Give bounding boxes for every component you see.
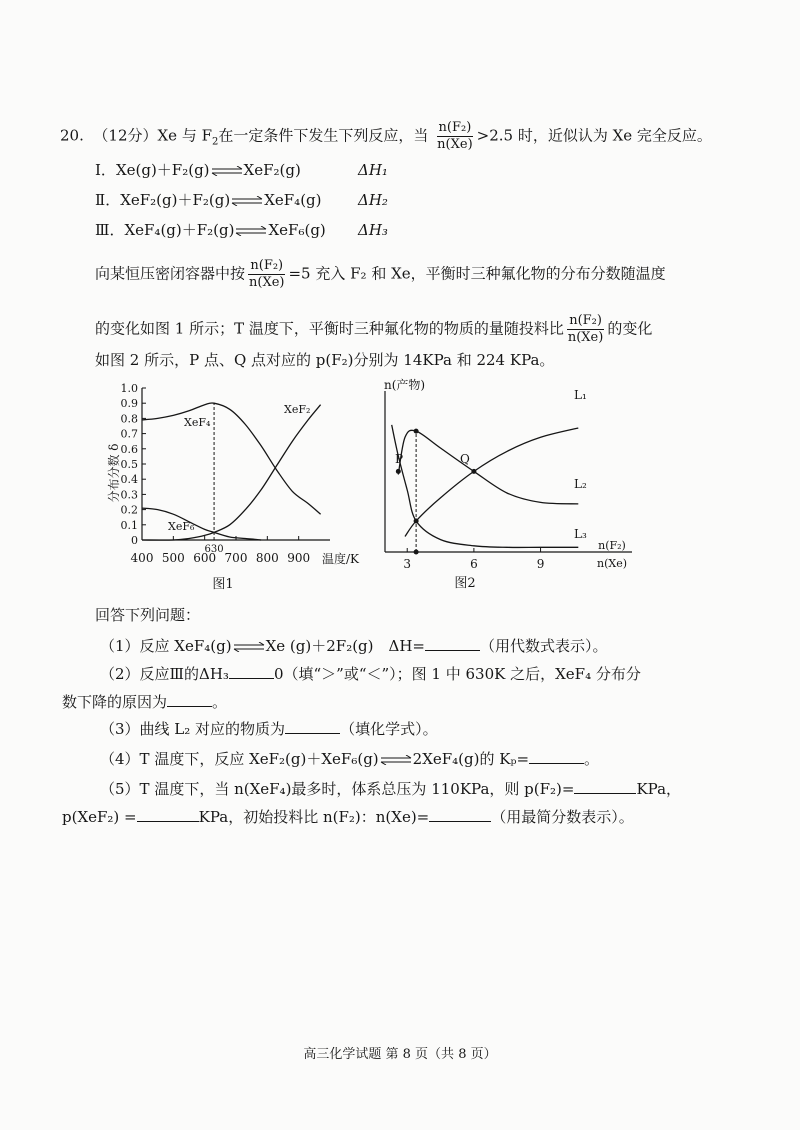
fig2-label-l3: L₃: [574, 527, 587, 541]
question-5-cont: p(XeF₂) = KPa，初始投料比 n(F₂)：n(Xe)= （用最简分数表示）。: [62, 808, 634, 826]
fig1-x-tick-label: 600: [193, 551, 217, 565]
description-line-2: 的变化如图 1 所示；T 温度下，平衡时三种氟化物的物质的量随投料比 $\frac{\text{n(F₂)}}{n(Xe)}$ 的变化: [95, 313, 653, 345]
fig1-y-tick-label: 0.3: [120, 488, 138, 502]
fig2-point-q-label: Q: [460, 452, 470, 466]
fig1-title: 图1: [212, 577, 234, 592]
reaction-3: Ⅲ．XeF₄(g)＋F₂(g) XeF₆(g) ΔH₃: [95, 221, 388, 239]
page-footer: 高三化学试题 第 8 页（共 8 页）: [303, 1047, 497, 1062]
answer-prompt: 回答下列问题：: [95, 606, 201, 624]
description-line-3: 如图 2 所示，P 点、Q 点对应的 p(F₂)分别为 14KPa 和 224 KPa。: [95, 351, 555, 369]
answer-blank-3[interactable]: [285, 733, 340, 734]
fig1-y-tick-label: 0.4: [120, 473, 138, 487]
answer-blank-4[interactable]: [529, 763, 584, 764]
equilibrium-arrow-icon: [233, 642, 265, 652]
fig2-label-l1: L₁: [574, 388, 587, 402]
question-5: （5）T 温度下，当 n(XeF₄)最多时，体系总压为 110KPa，则 p(F₂)= KPa，: [100, 780, 682, 798]
ratio-fraction: $\frac{\text{n(F₂)}}{n(Xe)}$: [249, 258, 285, 290]
figure-1-chart: [100, 378, 360, 593]
fig2-axis-point: [414, 550, 419, 555]
equilibrium-arrow-icon: [235, 226, 267, 236]
question-score: （12分）: [93, 126, 158, 145]
intro-text-c: >2.5 时，近似认为 Xe 完全反应。: [476, 126, 712, 145]
answer-blank-5b[interactable]: [137, 821, 199, 822]
answer-blank-5c[interactable]: [429, 821, 491, 822]
fig1-y-tick-label: 0.1: [120, 518, 138, 532]
reaction-2: Ⅱ．XeF₂(g)＋F₂(g) XeF₄(g) ΔH₂: [95, 191, 388, 209]
fig1-x-tick-label: 500: [161, 551, 185, 565]
fig1-y-tick-label: 0.5: [120, 458, 138, 471]
question-4: （4）T 温度下，反应 XeF₂(g)＋XeF₆(g) 2XeF₄(g)的 Kₚ= 。: [100, 750, 600, 768]
question-header: 20. （12分）Xe 与 $F_2$在一定条件下发生下列反应，当 $\frac{\text{n(F₂)}}{n(Xe)}$ >2.5 时，近似认为 Xe 完全反应。: [60, 120, 712, 152]
fig1-xlabel: 温度/K: [322, 552, 360, 566]
fig1-y-tick-label: 0.7: [120, 427, 138, 441]
fig2-x-tick-label: 3: [403, 557, 412, 571]
fig2-x-tick-label: 6: [470, 557, 478, 571]
fig2-curve-l2: [398, 430, 578, 504]
fig1-label-xef2: XeF₂: [284, 403, 311, 416]
fig2-cross-point: [414, 519, 419, 524]
question-3: （3）曲线 L₂ 对应的物质为 （填化学式）。: [100, 720, 438, 738]
fig2-ylabel: n(产物): [384, 378, 426, 392]
fig2-xlabel-num: n(F₂): [598, 539, 626, 552]
question-2-cont: 数下降的原因为 。: [62, 693, 228, 711]
fig2-point-p-label: P: [395, 452, 404, 466]
fig1-x-tick-label: 800: [255, 551, 279, 565]
answer-blank-1[interactable]: [425, 650, 480, 651]
fig1-y-tick-label: 0: [131, 534, 138, 547]
answer-blank-2a[interactable]: [229, 678, 274, 679]
fig1-curve-xef4: [142, 403, 321, 514]
question-1: （1）反应 XeF₄(g) Xe (g)＋2F₂(g) ΔH= （用代数式表示）。: [100, 637, 608, 655]
fig1-y-tick-label: 0.6: [120, 442, 138, 456]
equilibrium-arrow-icon: [231, 196, 263, 206]
fig2-point-p: [396, 469, 401, 474]
figure-2-chart: [370, 375, 640, 600]
fig1-label-xef4: XeF₄: [184, 416, 211, 429]
ratio-fraction: $\frac{\text{n(F₂)}}{n(Xe)}$: [437, 120, 473, 152]
question-number: 20.: [60, 126, 84, 145]
reaction-1: Ⅰ．Xe(g)＋F₂(g) XeF₂(g) ΔH₁: [95, 161, 388, 179]
fig2-title: 图2: [454, 576, 476, 591]
question-2: （2）反应Ⅲ的ΔH₃ 0（填“＞”或“＜”）；图 1 中 630K 之后，XeF₄ 分布分: [100, 665, 641, 683]
equilibrium-arrow-icon: [211, 166, 243, 176]
fig2-xlabel-den: n(Xe): [596, 557, 628, 570]
fig2-curve-l1: [405, 428, 578, 537]
intro-text-a: Xe 与 F: [157, 126, 212, 145]
fig1-x-tick-label: 400: [130, 551, 154, 565]
fig2-x-tick-label: 9: [536, 557, 545, 571]
equilibrium-arrow-icon: [380, 755, 412, 765]
fig1-y-tick-label: 0.8: [120, 412, 138, 426]
ratio-fraction: $\frac{\text{n(F₂)}}{n(Xe)}$: [567, 313, 604, 345]
fig1-y-tick-label: 0.2: [120, 503, 138, 517]
answer-blank-2b[interactable]: [167, 706, 212, 707]
fig1-label-xef6: XeF₆: [168, 520, 195, 533]
answer-blank-5a[interactable]: [574, 793, 636, 794]
fig1-marker-label: 630: [204, 544, 224, 555]
fig2-label-l2: L₂: [574, 477, 587, 491]
fig1-y-tick-label: 0.9: [120, 397, 138, 411]
description-line-1: 向某恒压密闭容器中按 $\frac{\text{n(F₂)}}{n(Xe)}$ =5 充入 F₂ 和 Xe，平衡时三种氟化物的分布分数随温度: [95, 258, 666, 290]
fig2-point-q: [471, 469, 476, 474]
fig2-curve-l3: [392, 425, 579, 548]
fig1-y-tick-label: 1.0: [120, 382, 138, 395]
fig2-max-point: [414, 429, 419, 434]
intro-text-b: 在一定条件下发生下列反应，当: [218, 126, 429, 145]
fig1-x-tick-label: 700: [224, 551, 248, 565]
fig1-x-tick-label: 900: [287, 551, 311, 565]
fig1-ylabel: 分布分数 δ: [107, 443, 121, 503]
